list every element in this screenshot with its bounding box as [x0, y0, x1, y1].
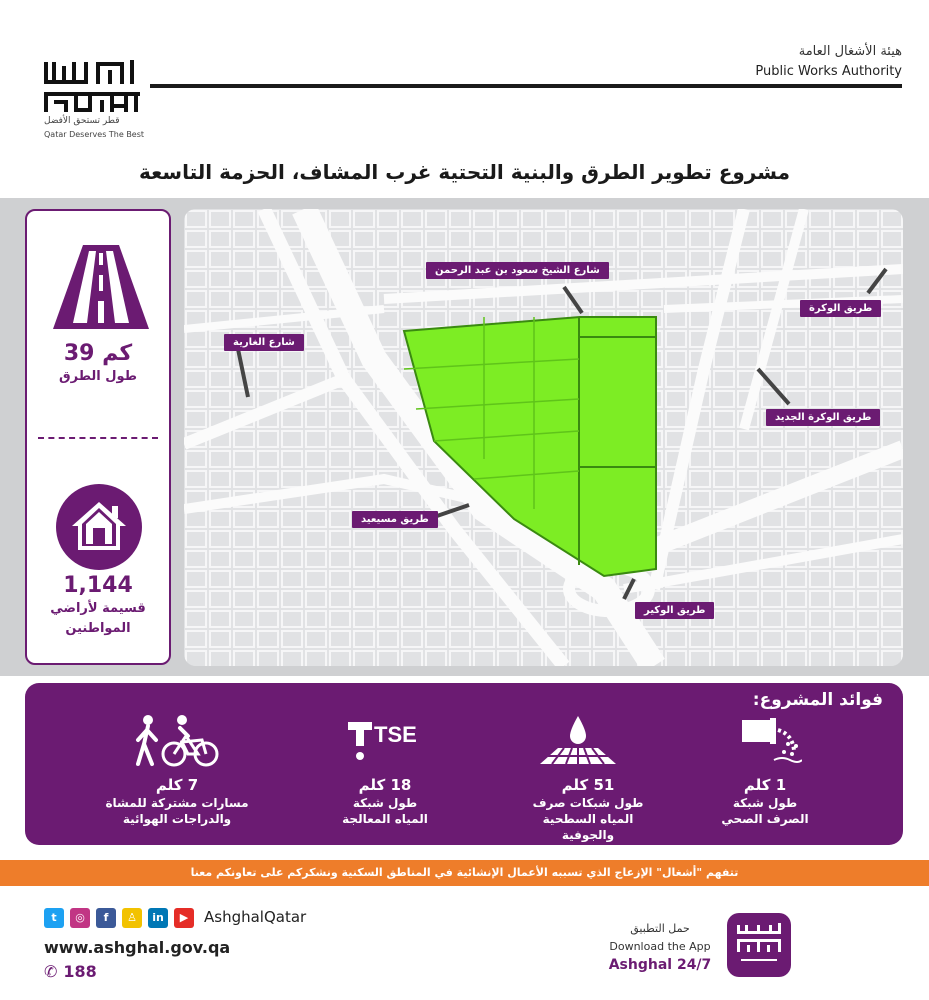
- authority-name-en: Public Works Authority: [755, 64, 902, 79]
- app-name: Ashghal 24/7: [608, 957, 712, 973]
- ashghal-logo: [44, 60, 140, 116]
- logo-tagline-en: Qatar Deserves The Best: [44, 130, 145, 139]
- authority-name-ar: هيئة الأشغال العامة: [798, 44, 902, 59]
- logo-tagline-ar: قطر تستحق الأفضل: [44, 116, 120, 126]
- label-al-wakra-road: طريق الوكرة: [800, 300, 881, 317]
- sewage-pipe-icon: [740, 716, 802, 764]
- road-length-value: 39 كم: [63, 341, 133, 366]
- benefit-drainage-value: 51 كلم: [561, 776, 615, 794]
- linkedin-icon[interactable]: in: [148, 908, 168, 928]
- benefit-walk-cycle-value: 7 كلم: [155, 776, 199, 794]
- benefit-sewage-value: 1 كلم: [743, 776, 787, 794]
- tse-tap-icon: [346, 718, 426, 766]
- twitter-icon[interactable]: t: [44, 908, 64, 928]
- download-app-ar: حمل التطبيق: [630, 922, 690, 935]
- benefit-sewage-line2: الصرف الصحي: [721, 812, 809, 826]
- snapchat-icon[interactable]: ♙: [122, 908, 142, 928]
- label-al-ghariya-street: شارع الغارية: [224, 334, 304, 351]
- social-handle[interactable]: AshghalQatar: [204, 908, 307, 926]
- benefit-drainage-line2: المياه السطحية: [542, 812, 634, 826]
- road-icon: [53, 245, 149, 329]
- instagram-icon[interactable]: ◎: [70, 908, 90, 928]
- house-icon: [56, 484, 142, 570]
- pedestrian-cyclist-icon: [134, 714, 220, 768]
- road-length-label: طول الطرق: [59, 369, 137, 384]
- stats-divider: [38, 437, 158, 439]
- benefit-drainage-line1: طول شبكات صرف: [532, 796, 644, 810]
- benefit-tse-value: 18 كلم: [358, 776, 412, 794]
- phone-icon: ✆: [44, 962, 58, 981]
- header-divider: [150, 84, 902, 88]
- benefit-tse-line2: المياه المعالجة: [342, 812, 428, 826]
- plots-label-line1: قسيمة لأراضي: [50, 601, 146, 616]
- label-al-wukair-road: طريق الوكير: [635, 602, 714, 619]
- phone-number-text: 188: [63, 962, 97, 981]
- benefit-walk-cycle-line2: والدراجات الهوائية: [122, 812, 232, 826]
- plots-label-line2: المواطنين: [65, 621, 131, 636]
- benefit-sewage-line1: طول شبكة: [732, 796, 798, 810]
- benefit-drainage-line3: والجوفية: [561, 828, 615, 842]
- label-mesaieed-road: طريق مسيعيد: [352, 511, 438, 528]
- notice-text: تتفهم "أشغال" الإزعاج الذي تسببه الأعمال الإنشائية في المناطق السكنية ونشكركم على تعاونكم معنا: [190, 866, 739, 879]
- app-logo-icon[interactable]: [727, 913, 791, 977]
- project-map: [184, 209, 903, 666]
- benefit-tse-line1: طول شبكة: [352, 796, 418, 810]
- page-title: مشروع تطوير الطرق والبنية التحتية غرب المشاف، الحزمة التاسعة: [139, 160, 790, 184]
- website-link[interactable]: www.ashghal.gov.qa: [44, 938, 231, 957]
- benefits-title: فوائد المشروع:: [752, 690, 883, 710]
- facebook-icon[interactable]: f: [96, 908, 116, 928]
- download-app-en: Download the App: [609, 940, 711, 953]
- label-sheikh-saud-street: شارع الشيخ سعود بن عبد الرحمن: [426, 262, 609, 279]
- benefit-walk-cycle-line1: مسارات مشتركة للمشاة: [105, 796, 249, 810]
- label-new-wakra-road: طريق الوكرة الجديد: [766, 409, 880, 426]
- drainage-icon: [538, 714, 618, 766]
- youtube-icon[interactable]: ▶: [174, 908, 194, 928]
- tse-text: TSE: [374, 722, 417, 747]
- phone-number[interactable]: [44, 962, 97, 981]
- plots-value: 1,144: [63, 573, 133, 598]
